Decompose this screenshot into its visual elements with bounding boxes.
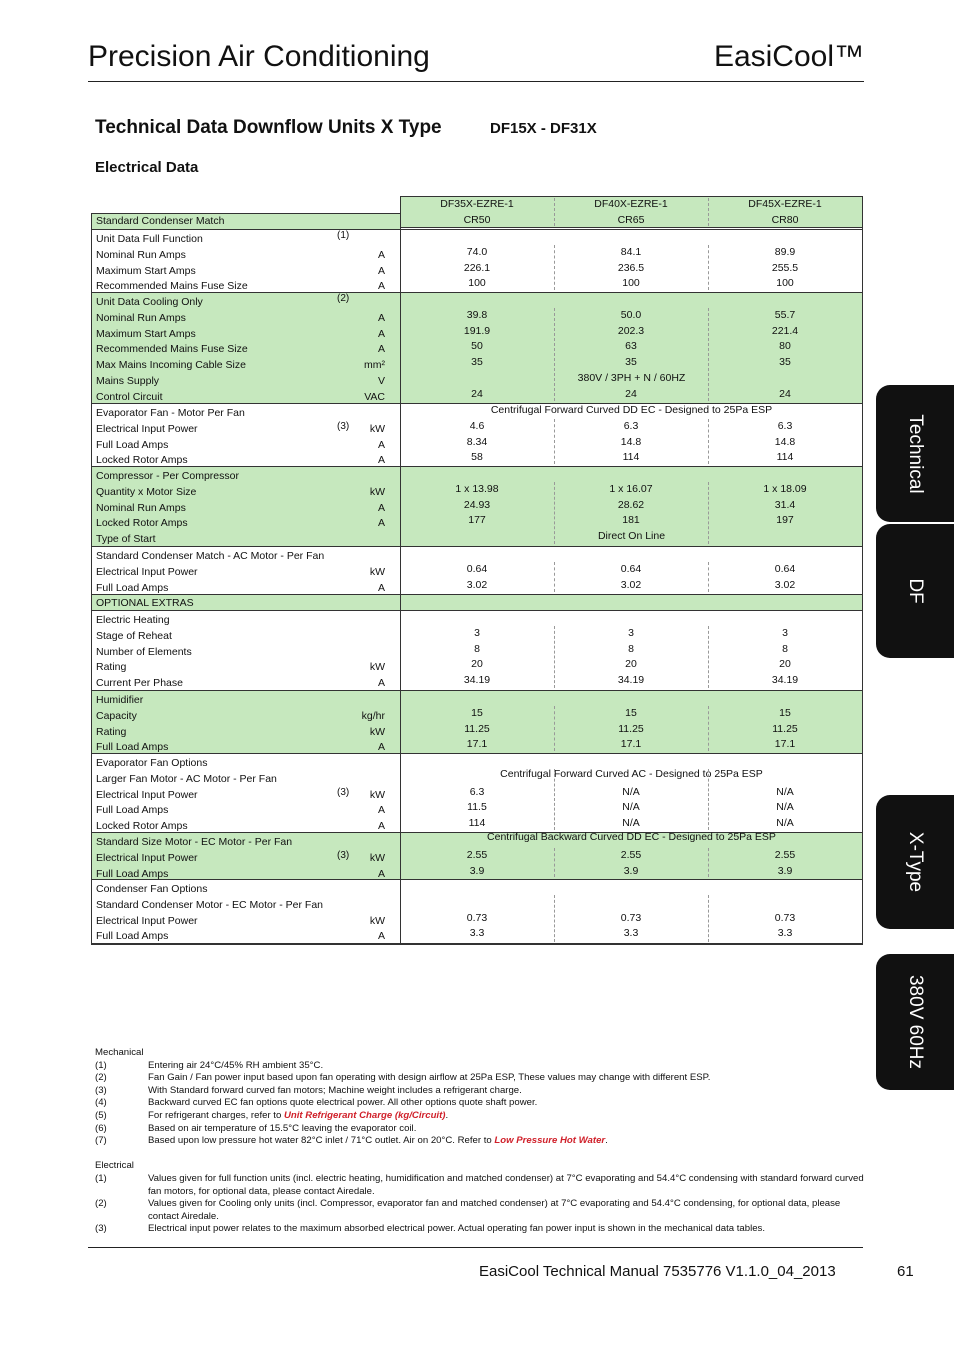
row-unit: A [377, 581, 385, 594]
group-sub: Standard Condenser Motor - EC Motor - Per Fan [96, 898, 324, 911]
row-label: Electrical Input Power [96, 851, 198, 864]
row-label: Locked Rotor Amps [96, 454, 188, 467]
group-span: Centrifugal Forward Curved AC - Designed to 25Pa ESP [500, 768, 763, 780]
row-value: 3.02 [620, 578, 642, 591]
note-link[interactable]: Low Pressure Hot Water [494, 1135, 606, 1147]
row-value: 3.3 [777, 927, 793, 940]
col-sep [708, 482, 709, 544]
page-number: 61 [897, 1263, 914, 1280]
col-sep [708, 245, 709, 290]
row-label: Full Load Amps [96, 741, 169, 754]
row-label: Maximum Start Amps [96, 264, 196, 277]
row-value: 6.3 [623, 419, 639, 432]
column-condenser: CR65 [617, 214, 645, 226]
row-value: 236.5 [617, 261, 645, 274]
row-value: 2.55 [774, 848, 796, 861]
group-note: (1) [337, 230, 350, 241]
column-model: DF35X-EZRE-1 [440, 198, 514, 210]
col-sep [554, 769, 555, 830]
row-value: 15 [471, 706, 483, 719]
row-value: 17.1 [466, 738, 488, 751]
group-head: Evaporator Fan - Motor Per Fan [96, 407, 245, 419]
col-sep [554, 848, 555, 877]
row-label: Rating [96, 661, 127, 674]
row-unit: kW [369, 565, 385, 578]
row-label: Recommended Mains Fuse Size [96, 343, 248, 356]
table-left-border [91, 213, 92, 944]
column-model: DF45X-EZRE-1 [748, 198, 822, 210]
row-label: Full Load Amps [96, 581, 169, 594]
row-value: 74.0 [466, 245, 488, 258]
row-value: 84.1 [620, 245, 642, 258]
row-value: 3 [628, 626, 634, 639]
row-value: N/A [776, 817, 794, 830]
row-label: Electrical Input Power [96, 565, 198, 578]
row-unit: A [377, 438, 385, 451]
group-note: (2) [337, 293, 350, 304]
row-value: 3.3 [469, 927, 485, 940]
row-value: 1 x 16.07 [609, 482, 653, 495]
row-label: Current Per Phase [96, 677, 183, 690]
col-sep [708, 562, 709, 592]
row-value: 177 [468, 514, 486, 527]
row-value: 28.62 [617, 498, 645, 511]
row-label: Electrical Input Power [96, 422, 198, 435]
group-sub: Larger Fan Motor - AC Motor - Per Fan [96, 772, 277, 785]
row-unit: kW [369, 422, 385, 435]
group-head: Standard Size Motor - EC Motor - Per Fan [96, 836, 293, 848]
row-value: 3.9 [623, 864, 639, 877]
row-label: Maximum Start Amps [96, 327, 196, 340]
row-value: 11.5 [467, 801, 487, 814]
row-value: 2.55 [466, 848, 488, 861]
table-bottom [91, 943, 863, 945]
col-sep [708, 769, 709, 830]
row-value: 15 [625, 706, 637, 719]
model-range: DF15X - DF31X [490, 120, 597, 137]
row-value: 15 [779, 706, 791, 719]
brand-title: EasiCool™ [713, 40, 864, 73]
row-value: 255.5 [771, 261, 799, 274]
table-right-border [862, 196, 863, 944]
row-value: 114 [468, 817, 486, 830]
row-value: N/A [622, 785, 640, 798]
group-head: Humidifier [96, 694, 144, 706]
row-unit: A [377, 501, 385, 514]
note-item: (2) Values given for Cooling only units (incl. Compressor, evaporator fan and matched condenser) at 7°C evaporating and 54.4°C condensing, for optional data, please contact Airedale. [95, 1198, 841, 1222]
row-value: 20 [625, 658, 637, 671]
row-label: Full Load Amps [96, 930, 169, 943]
group-head: Compressor - Per Compressor [96, 470, 239, 482]
group-optional [91, 594, 863, 610]
row-value: 100 [776, 277, 794, 290]
col-sep [708, 895, 709, 942]
row-value: 20 [779, 658, 791, 671]
row-value: 197 [776, 514, 794, 527]
row-unit: VAC [364, 390, 385, 403]
col-sep [708, 198, 709, 226]
row-label: Locked Rotor Amps [96, 820, 188, 833]
note-item: (1) Values given for full function units (incl. electric heating, humidification and matched condenser) at 7°C evaporating and 54.4°C condensing with standard forward curved fan motors, for optional data, please contact Airedale. [95, 1172, 864, 1197]
row-span-value: Direct On Line [597, 530, 666, 543]
group-span: Centrifugal Backward Curved DD EC - Designed to 25Pa ESP [487, 831, 776, 843]
row-label: Control Circuit [96, 390, 163, 403]
row-value: 3.3 [623, 927, 639, 940]
row-value: 0.73 [620, 911, 642, 924]
row-value: 89.9 [774, 245, 796, 258]
note-item: (4) Backward curved EC fan options quote electrical power. All other options quote shaft power. [95, 1097, 538, 1109]
row-value: 202.3 [617, 324, 645, 337]
row-unit: A [377, 248, 385, 261]
row-value: 0.64 [774, 562, 796, 575]
row-value: 3.02 [466, 578, 488, 591]
row-value: 34.19 [463, 674, 491, 687]
row-label: Number of Elements [96, 645, 192, 658]
row-unit: A [377, 677, 385, 690]
row-value: 14.8 [774, 435, 796, 448]
row-value: 3 [782, 626, 788, 639]
row-value: 11.25 [772, 722, 798, 735]
footer-text: EasiCool Technical Manual 7535776 V1.1.0_04_2013 [479, 1263, 836, 1280]
row-value: N/A [776, 801, 794, 814]
row-unit: A [377, 311, 385, 324]
row-unit: A [377, 741, 385, 754]
row-value: 20 [471, 658, 483, 671]
group-head: Standard Condenser Match - AC Motor - Per Fan [96, 550, 325, 562]
row-value: 226.1 [463, 261, 491, 274]
row-unit: A [377, 280, 385, 293]
row-value: 31.4 [774, 498, 796, 511]
row-note: (3) [337, 786, 350, 798]
row-value: 3.02 [774, 578, 796, 591]
row-value: 35 [471, 356, 483, 369]
tab-df[interactable]: DF [876, 524, 954, 658]
col-sep [554, 419, 555, 464]
col-sep [554, 562, 555, 592]
row-value: 17.1 [620, 738, 642, 751]
row-label: Full Load Amps [96, 438, 169, 451]
row-label: Full Load Amps [96, 867, 169, 880]
row-value: 181 [622, 514, 640, 527]
tab-technical[interactable]: Technical [876, 385, 954, 522]
row-value: N/A [776, 785, 794, 798]
note-item: (3) Electrical input power relates to the maximum absorbed electrical power. Actual operating fan power input is shown in the mechanical data tables. [95, 1223, 765, 1235]
row-value: 0.64 [620, 562, 642, 575]
row-value: 11.25 [618, 722, 644, 735]
row-value: 24 [779, 387, 791, 400]
row-value: N/A [622, 817, 640, 830]
col-sep [708, 706, 709, 751]
row-value: 221.4 [771, 324, 799, 337]
col-sep [554, 482, 555, 544]
note-item: (7) Based upon low pressure hot water 82°C inlet / 71°C outlet. Air on 20°C. Refer to Low Pressure Hot Water. [95, 1135, 608, 1147]
row-label: Nominal Run Amps [96, 311, 186, 324]
group-span: Centrifugal Forward Curved DD EC - Designed to 25Pa ESP [490, 404, 773, 416]
footer-rule [88, 1247, 863, 1248]
row-unit: A [377, 343, 385, 356]
note-item: (5) For refrigerant charges, refer to Unit Refrigerant Charge (kg/Circuit). [95, 1109, 449, 1121]
row-value: 39.8 [466, 308, 488, 321]
row-label: Full Load Amps [96, 804, 169, 817]
column-condenser: CR80 [771, 214, 799, 226]
col-sep [554, 198, 555, 226]
header-title: Precision Air Conditioning [88, 40, 430, 73]
group-head: Unit Data Cooling Only [96, 296, 203, 308]
col-sep [554, 895, 555, 942]
column-model: DF40X-EZRE-1 [594, 198, 668, 210]
col-sep [554, 245, 555, 290]
col-sep [554, 626, 555, 688]
note-item: (6) Based on air temperature of 15.5°C leaving the evaporator coil. [95, 1122, 417, 1134]
row-value: 100 [622, 277, 640, 290]
row-value: 6.3 [469, 785, 485, 798]
row-unit: A [377, 327, 385, 340]
row-value: 50.0 [620, 308, 642, 321]
row-unit: A [377, 264, 385, 277]
row-unit: kW [369, 725, 385, 738]
group-head: Condenser Fan Options [96, 883, 208, 895]
row-unit: kW [369, 914, 385, 927]
tab-380v-60hz[interactable]: 380V 60Hz [876, 954, 954, 1090]
row-note: (3) [337, 849, 350, 861]
row-label: Recommended Mains Fuse Size [96, 280, 248, 293]
row-value: 8 [474, 642, 480, 655]
row-unit: V [377, 375, 385, 387]
row-label: Stage of Reheat [96, 629, 172, 642]
row-unit: kW [369, 788, 385, 801]
row-value: 35 [779, 356, 791, 369]
row-unit: kW [369, 851, 385, 864]
row-unit: kg/hr [361, 709, 385, 722]
row-note: (3) [337, 420, 350, 432]
row-value: 6.3 [777, 419, 793, 432]
col-sep [554, 308, 555, 401]
row-value: 4.6 [469, 419, 485, 432]
notes-mechanical-head: Mechanical [95, 1047, 144, 1058]
note-item: (3) With Standard forward curved fan motors; Machine weight includes a refrigerant charge. [95, 1084, 522, 1096]
row-value: 34.19 [771, 674, 799, 687]
row-value: 3.9 [777, 864, 793, 877]
row-value: 0.64 [466, 562, 488, 575]
notes-spacer [95, 1148, 865, 1161]
column-condenser: CR50 [463, 214, 491, 226]
row-value: 17.1 [774, 738, 796, 751]
table-divider [400, 196, 401, 944]
row-label: Electrical Input Power [96, 914, 198, 927]
row-unit: A [377, 867, 385, 880]
row-value: 114 [622, 451, 640, 464]
row-value: N/A [622, 801, 640, 814]
row-label: Locked Rotor Amps [96, 517, 188, 530]
row-value: 11.25 [464, 722, 490, 735]
row-unit: A [377, 517, 385, 530]
tab-x-type[interactable]: X-Type [876, 795, 954, 929]
row-label: Type of Start [96, 533, 156, 546]
row-unit: A [377, 930, 385, 943]
row-value: 8.34 [466, 435, 488, 448]
row-value: 24 [471, 387, 483, 400]
row-label: Nominal Run Amps [96, 248, 186, 261]
row-value: 50 [471, 340, 483, 353]
row-value: 58 [471, 451, 483, 464]
col-sep [554, 706, 555, 751]
col-sep [708, 419, 709, 464]
row-value: 63 [625, 340, 637, 353]
row-value: 55.7 [774, 308, 796, 321]
col-sep [708, 848, 709, 877]
row-unit: A [377, 804, 385, 817]
row-label: Nominal Run Amps [96, 501, 186, 514]
group-head: Electric Heating [96, 614, 170, 626]
row-unit: kW [369, 661, 385, 674]
group-head: Unit Data Full Function [96, 233, 203, 245]
note-item: (1) Entering air 24°C/45% RH ambient 35°C. [95, 1059, 324, 1071]
note-item: (2) Fan Gain / Fan power input based upon fan operating with design airflow at 25Pa ESP, These values may change with different ESP. [95, 1072, 711, 1084]
row-value: 8 [782, 642, 788, 655]
row-value: 1 x 13.98 [455, 482, 499, 495]
row-value: 24.93 [463, 498, 491, 511]
row-unit: mm² [364, 359, 385, 372]
row-value: 2.55 [620, 848, 642, 861]
row-label: Max Mains Incoming Cable Size [96, 359, 246, 372]
row-label: Mains Supply [96, 375, 160, 387]
col-sep [708, 308, 709, 401]
row-value: 0.73 [774, 911, 796, 924]
footnotes [95, 1047, 865, 1236]
row-value: 3 [474, 626, 480, 639]
std-condenser-label: Standard Condenser Match [96, 215, 225, 227]
row-value: 114 [776, 451, 794, 464]
row-unit: A [377, 820, 385, 833]
row-value: 14.8 [620, 435, 642, 448]
row-unit: kW [369, 485, 385, 498]
electrical-data-table [91, 196, 863, 944]
row-label: Electrical Input Power [96, 788, 198, 801]
row-value: 24 [625, 387, 637, 400]
row-value: 100 [468, 277, 486, 290]
optional-extras: OPTIONAL EXTRAS [96, 597, 194, 609]
page-title: Technical Data Downflow Units X Type [95, 117, 442, 138]
row-unit: A [377, 454, 385, 467]
row-value: 80 [779, 340, 791, 353]
row-value: 0.73 [466, 911, 488, 924]
row-value: 191.9 [463, 324, 491, 337]
note-link[interactable]: Unit Refrigerant Charge (kg/Circuit) [283, 1109, 446, 1121]
notes-electrical-head: Electrical [95, 1160, 134, 1172]
row-label: Rating [96, 725, 127, 738]
row-value: 8 [628, 642, 634, 655]
col-sep [708, 626, 709, 688]
row-label: Quantity x Motor Size [96, 485, 197, 498]
header-rule [88, 81, 864, 82]
row-value: 35 [625, 356, 637, 369]
section-title: Electrical Data [95, 159, 199, 176]
row-span-value: 380V / 3PH + N / 60HZ [577, 372, 686, 384]
row-value: 1 x 18.09 [763, 482, 807, 495]
group-head: Evaporator Fan Options [96, 757, 208, 769]
row-value: 34.19 [617, 674, 645, 687]
row-value: 3.9 [469, 864, 485, 877]
row-label: Capacity [96, 709, 137, 722]
